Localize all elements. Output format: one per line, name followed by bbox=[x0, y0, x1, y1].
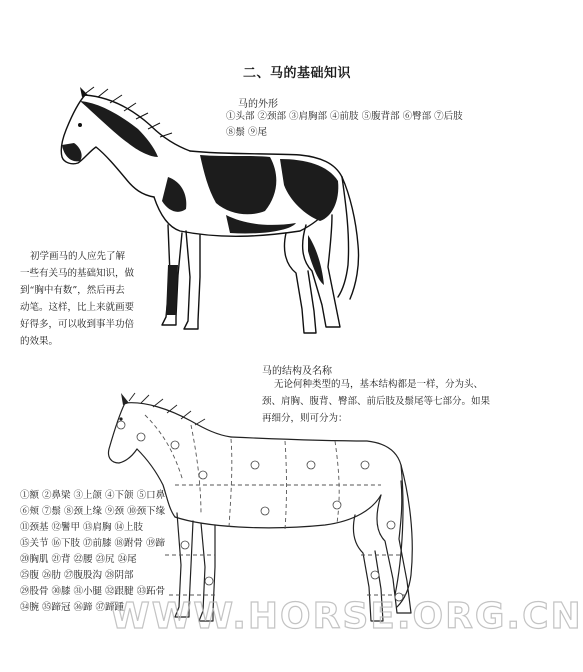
intro-line: 到“胸中有数”，然后再去 bbox=[20, 285, 125, 296]
legend-line: ㉞腕 ㉟蹄冠 ㊱蹄 ㊲蹄踵 bbox=[20, 602, 125, 613]
intro-line: 初学画马的人应先了解 bbox=[30, 251, 126, 262]
exterior-parts-line-2: ⑧鬃 ⑨尾 bbox=[226, 127, 268, 138]
intro-line: 一些有关马的基础知识，做 bbox=[20, 268, 135, 279]
legend-line: ①额 ②鼻梁 ③上颌 ④下颌 ⑤口鼻 bbox=[20, 490, 166, 501]
exterior-heading: 马的外形 bbox=[238, 99, 278, 110]
intro-line: 动笔。这样，比上来就画要 bbox=[20, 302, 135, 313]
structure-heading: 马的结构及名称 bbox=[262, 366, 332, 377]
structure-line: 颈、肩胸、腹背、臀部、前后肢及鬃尾等七部分。如果 bbox=[262, 396, 491, 407]
legend-line: ㉙股骨 ㉚膝 ㉛小腿 ㉜跟腱 ㉝跖骨 bbox=[20, 586, 166, 597]
intro-line: 好得多，可以收到事半功倍 bbox=[20, 319, 135, 330]
structure-line: 再细分，则可分为： bbox=[262, 413, 348, 424]
intro-line: 的效果。 bbox=[20, 336, 59, 347]
legend-line: ㉕腹 ㉖肋 ㉗腹股沟 ㉘阴部 bbox=[20, 570, 134, 581]
legend-line: ⑳胸肌 ㉑背 ㉒腰 ㉓尻 ㉔尾 bbox=[20, 554, 137, 565]
watermark: WWW.HORSE.ORG.CN bbox=[110, 596, 583, 637]
intro-paragraph bbox=[20, 248, 170, 350]
legend-line: ⑥颊 ⑦鬃 ⑧颈上缘 ⑨颈 ⑩颈下缘 bbox=[20, 506, 166, 517]
structure-line: 无论何种类型的马，基本结构都是一样，分为头、 bbox=[274, 379, 484, 390]
section-title: 二、马的基础知识 bbox=[243, 66, 352, 81]
legend-line: ⑪颈基 ⑫鬐甲 ⑬肩胸 ⑭上肢 bbox=[20, 522, 144, 533]
exterior-parts-line-1: ①头部 ②颈部 ③肩胸部 ④前肢 ⑤腹背部 ⑥臀部 ⑦后肢 bbox=[226, 111, 463, 122]
legend-line: ⑮关节 ⑯下肢 ⑰前膝 ⑱跗骨 ⑲蹄 bbox=[20, 538, 166, 549]
